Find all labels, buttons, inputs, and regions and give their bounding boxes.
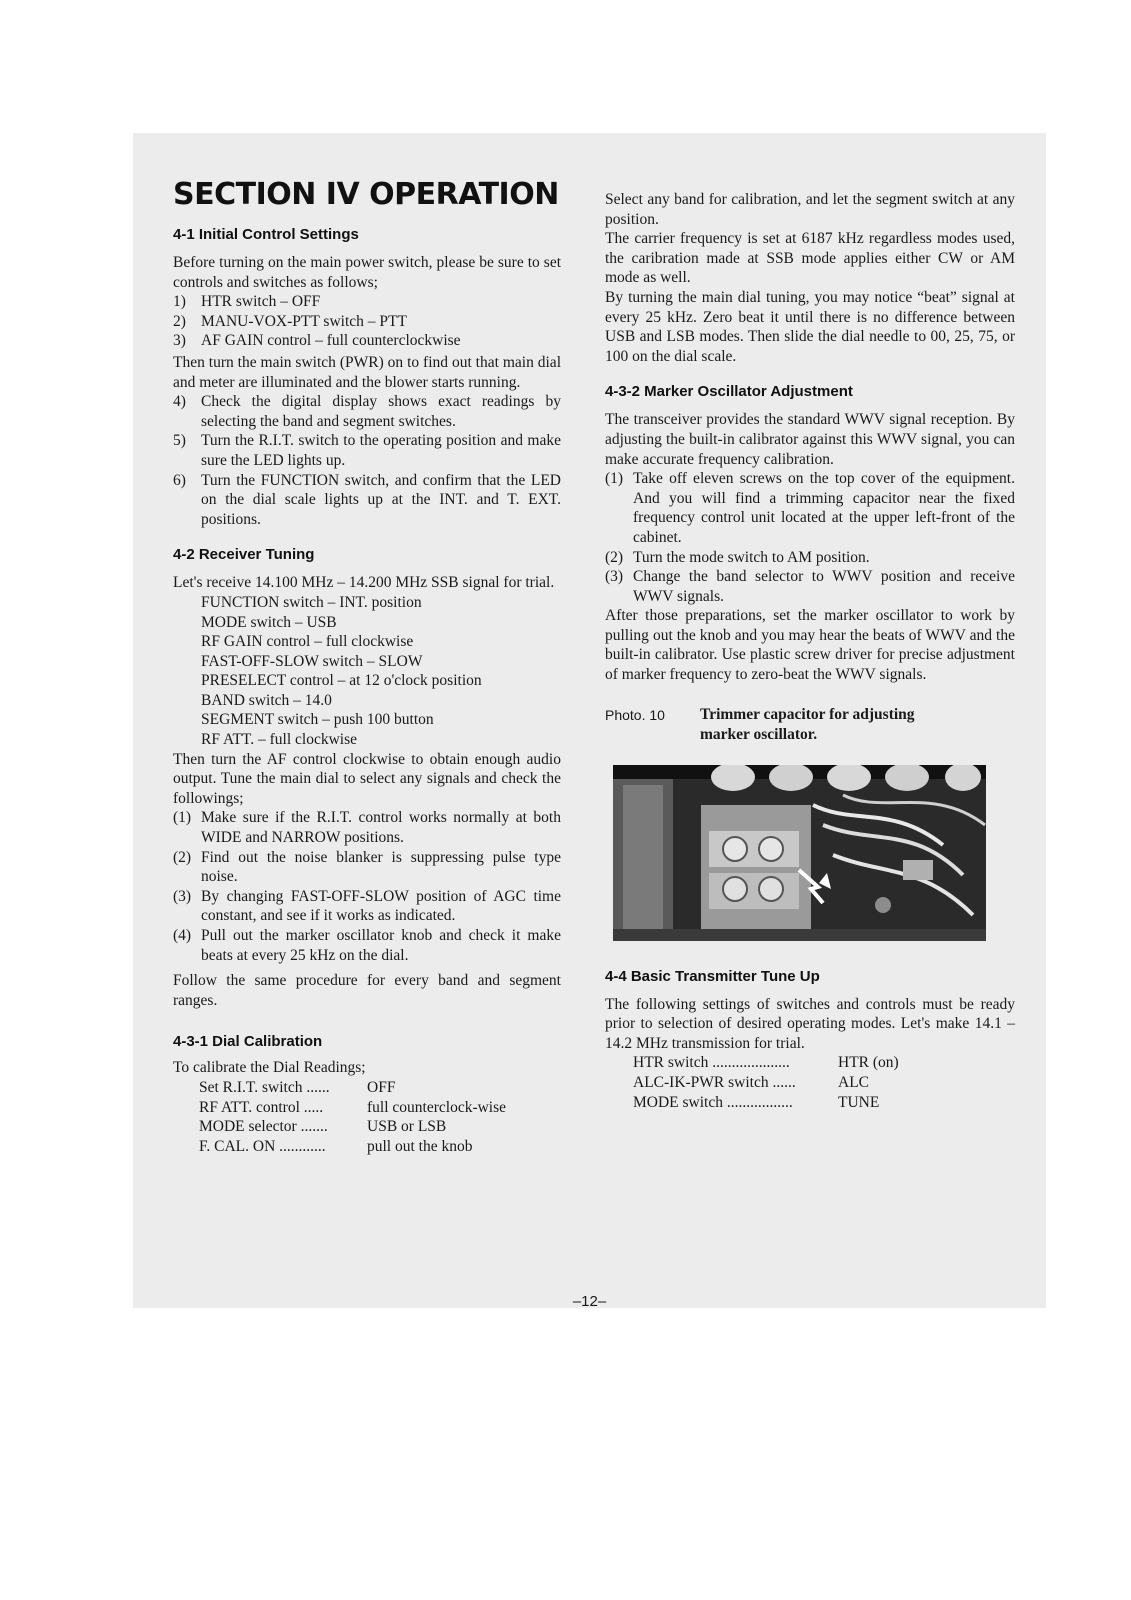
heading-4-2: 4-2 Receiver Tuning — [173, 546, 315, 564]
receiver-settings — [173, 593, 561, 750]
settings-list — [173, 292, 561, 351]
check-list — [173, 808, 561, 965]
right-column — [605, 133, 1015, 1112]
paragraph: Select any band for calibration, and let the segment switch at any position. — [605, 191, 1015, 228]
photo-caption-line: Trimmer capacitor for adjusting — [700, 705, 915, 723]
table-row: MODE switch ................. TUNE — [633, 1093, 880, 1111]
list-item: 5) Turn the R.I.T. switch to the operating position and make sure the LED lights up. — [173, 432, 561, 469]
setting-line: FUNCTION switch – INT. position — [201, 593, 422, 611]
table-row: MODE selector ....... USB or LSB — [199, 1118, 447, 1136]
list-item: (2) Turn the mode switch to AM position. — [605, 548, 870, 566]
transmitter-table — [605, 1053, 1015, 1112]
paragraph: Let's receive 14.100 MHz – 14.200 MHz SSB signal for trial. — [173, 574, 555, 592]
setting-line: RF GAIN control – full clockwise — [201, 633, 414, 651]
trimmer-capacitor-photo — [613, 765, 986, 941]
table-row: ALC-IK-PWR switch ...... ALC — [633, 1074, 869, 1092]
paragraph: To calibrate the Dial Readings; — [173, 1059, 366, 1077]
list-item: (2) Find out the noise blanker is suppressing pulse type noise. — [173, 848, 561, 886]
table-row: Set R.I.T. switch ...... OFF — [199, 1078, 396, 1096]
list-item: 6) Turn the FUNCTION switch, and confirm that the LED on the dial scale lights up at the INT. and T. EXT. positions. — [173, 471, 561, 528]
scanned-page — [133, 133, 1046, 1308]
left-column — [173, 133, 561, 1156]
paragraph: Then turn the main switch (PWR) on to find out that main dial and meter are illuminated and the blower starts running. — [173, 353, 561, 391]
setting-line: RF ATT. – full clockwise — [201, 731, 357, 749]
photo-graphic — [613, 765, 986, 941]
list-item: 3) AF GAIN control – full counterclockwise — [173, 332, 461, 350]
list-item: 4) Check the digital display shows exact readings by selecting the band and segment switches. — [173, 393, 561, 430]
list-item: (3) Change the band selector to WWV position and receive WWV signals. — [605, 568, 1015, 605]
list-item: (3) By changing FAST-OFF-SLOW position of AGC time constant, and see if it works as indicated. — [173, 887, 561, 925]
paragraph: The following settings of switches and controls must be ready prior to selection of desired operating modes. Let's make 14.1 – 14.2 MHz transmission for trial. — [605, 995, 1015, 1052]
photo-label: Photo. 10 — [605, 706, 665, 723]
heading-4-1: 4-1 Initial Control Settings — [173, 226, 359, 243]
paragraph: Before turning on the main power switch, please be sure to set controls and switches as follows; — [173, 254, 561, 291]
photo-caption — [605, 705, 1015, 745]
table-row: F. CAL. ON ............ pull out the knob — [199, 1137, 473, 1155]
photo-caption-line: marker oscillator. — [700, 725, 818, 743]
setting-line: FAST-OFF-SLOW switch – SLOW — [201, 652, 423, 670]
heading-4-3-1: 4-3-1 Dial Calibration — [173, 1033, 323, 1051]
table-row: RF ATT. control ..... full counterclock-wise — [199, 1098, 507, 1116]
heading-4-3-2: 4-3-2 Marker Oscillator Adjustment — [605, 383, 853, 401]
paragraph: Then turn the AF control clockwise to obtain enough audio output. Tune the main dial to select any signals and check the followings; — [173, 750, 561, 807]
check-list — [173, 392, 561, 529]
paragraph: The carrier frequency is set at 6187 kHz regardless modes used, the caribration made at SSB mode applies either CW or AM mode as well. — [605, 230, 1015, 287]
list-item: (4) Pull out the marker oscillator knob and check it make beats at every 25 kHz on the dial. — [173, 927, 561, 964]
setting-line: SEGMENT switch – push 100 button — [201, 711, 434, 729]
step-list — [605, 469, 1015, 606]
list-item: (1) Make sure if the R.I.T. control works normally at both WIDE and NARROW positions. — [173, 809, 561, 847]
setting-line: BAND switch – 14.0 — [201, 691, 332, 709]
setting-line: MODE switch – USB — [201, 613, 337, 631]
list-item: (1) Take off eleven screws on the top cover of the equipment. And you will find a trimming capacitor near the fixed frequency control unit located at the upper left-front of the cabinet. — [605, 470, 1015, 546]
table-row: HTR switch .................... HTR (on) — [633, 1054, 899, 1072]
paragraph: By turning the main dial tuning, you may notice “beat” signal at every 25 kHz. Zero beat it until there is no difference between USB and LSB modes. Then slide the dial needle to 00, 25, 75, or 100 on the dial scale. — [605, 288, 1015, 365]
heading-4-4: 4-4 Basic Transmitter Tune Up — [605, 967, 820, 985]
calibration-table — [173, 1078, 561, 1156]
list-item: 1) HTR switch – OFF — [173, 293, 321, 311]
setting-line: PRESELECT control – at 12 o'clock position — [201, 672, 482, 690]
page-number: –12– — [572, 1293, 607, 1308]
paragraph: Follow the same procedure for every band and segment ranges. — [173, 972, 561, 1009]
section-title: SECTION IV OPERATION — [173, 177, 559, 212]
list-item: 2) MANU-VOX-PTT switch – PTT — [173, 312, 407, 330]
paragraph: After those preparations, set the marker oscillator to work by pulling out the knob and you may hear the beats of WWV and the built-in calibrator. Use plastic screw driver for precise adjustment of marker frequency to zero-beat the WWV signals. — [605, 607, 1015, 684]
paragraph: The transceiver provides the standard WWV signal reception. By adjusting the built-in calibrator against this WWV signal, you can make accurate frequency calibration. — [605, 411, 1015, 468]
